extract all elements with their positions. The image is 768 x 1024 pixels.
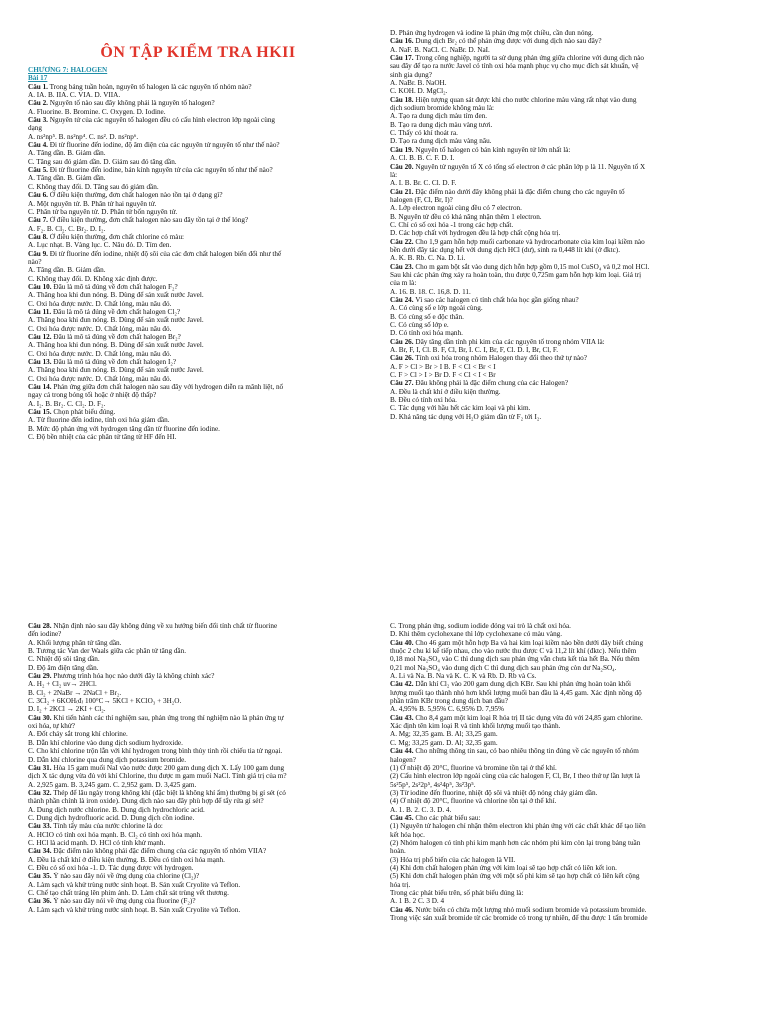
text-line: lượng muối tạo thành nhỏ hơn khối lượng muối ban đầu là 4,45 gam. Xác định nồng độ bbox=[390, 688, 642, 697]
text-line: A. Đều là chất khí ở điều kiện thường. bbox=[390, 387, 501, 396]
text-line: dạng bbox=[28, 124, 42, 133]
text-line: C. Tác dụng với hầu hết các kim loại và phi kim. bbox=[390, 404, 531, 413]
text-line: Câu 21. Đặc điểm nào dưới đây không phải là đặc điểm chung cho các nguyên tố bbox=[390, 187, 625, 196]
text-line: A. Từ fluorine đến iodine, tính oxi hóa giảm dần. bbox=[28, 416, 170, 425]
text-line: 0,21 mol Na₂SO₄ vào dung dịch C thì dung dịch sau phản ứng còn dư Na₂SO₄. bbox=[390, 663, 617, 672]
column-2-lines bbox=[390, 29, 742, 421]
text-line: (3) Hóa trị phổ biến của các halogen là VII. bbox=[390, 855, 516, 864]
text-line: Câu 42. Dẫn khí Cl₂ vào 200 gam dung dịch KBr. Sau khi phản ứng hoàn toàn khối bbox=[390, 680, 631, 689]
text-line: Câu 26. Dãy tăng dần tính phi kim của các nguyên tố trong nhóm VIIA là: bbox=[390, 337, 605, 346]
text-line: A. ns²np⁵. B. ns²np⁴. C. ns². D. ns²np⁶. bbox=[28, 132, 139, 141]
text-line: B. Nguyên tử đều có khả năng nhận thêm 1 electron. bbox=[390, 212, 542, 221]
text-line: (1) Ở nhiệt độ 20°C, fluorine và bromine tồn tại ở thể khí. bbox=[390, 763, 557, 772]
text-line: Câu 24. Vì sao các halogen có tính chất hóa học gần giống nhau? bbox=[390, 296, 579, 304]
text-line: A. H₂ + Cl₂ uv→ 2HCl. bbox=[28, 680, 97, 689]
text-line: hoàn. bbox=[390, 847, 406, 856]
text-line: B. Tạo ra dung dịch màu vàng tươi. bbox=[390, 120, 493, 129]
text-line: dịch X tác dụng vừa đủ với khí Chlorine, thu được m gam muối NaCl. Tính giá trị của m? bbox=[28, 772, 287, 781]
text-line: Câu 31. Hòa 15 gam muối NaI vào nước được 200 gam dung dịch X. Lấy 100 gam dung bbox=[28, 763, 285, 772]
text-line: C. Oxi hóa được nước. D. Chất lỏng, màu nâu đỏ. bbox=[28, 349, 172, 358]
text-line: Câu 36. Ý nào sau đây nói về ứng dụng của fluorine (F₂)? bbox=[28, 897, 196, 906]
text-line: C. Dung dịch hydrofluoric acid. D. Dung dịch cồn iodine. bbox=[28, 813, 195, 822]
text-line: Câu 18. Hiện tượng quan sát được khi cho nước chlorine màu vàng rất nhạt vào dung bbox=[390, 95, 637, 104]
text-line: A. 4,95% B. 5,95% C. 6,95% D. 7,95% bbox=[390, 705, 504, 714]
text-line: C. Có cùng số lớp e. bbox=[390, 321, 449, 330]
text-line: C. HCl là acid mạnh. D. HCl có tính khử mạnh. bbox=[28, 838, 166, 847]
text-line: Câu 28. Nhận định nào sau đây không đúng về xu hướng biến đổi tính chất từ fluorine bbox=[28, 622, 278, 630]
column-3 bbox=[28, 622, 368, 914]
text-line: Trong việc sản xuất bromide từ các bromide có trong tự nhiên, để thu được 1 tấn bromide bbox=[390, 914, 648, 923]
text-line: C. Đều có số oxi hóa -1. D. Tác dụng được với hydrogen. bbox=[28, 863, 194, 872]
text-line: Câu 1. Trong bảng tuần hoàn, nguyên tố halogen là các nguyên tố nhóm nào? bbox=[28, 82, 252, 91]
text-line: C. Phân tử ba nguyên tử. D. Phân tử bốn nguyên tử. bbox=[28, 207, 178, 216]
text-line: oxi hóa, tự khử? bbox=[28, 722, 75, 731]
text-line: (5) Khi đơn chất halogen phản ứng với một số phi kim sẽ tạo hợp chất có liên kết cộng bbox=[390, 872, 640, 881]
text-line: A. F > Cl > Br > I B. F < Cl < Br < I bbox=[390, 362, 496, 371]
column-4 bbox=[390, 622, 742, 922]
text-line: A. Có cùng số e lớp ngoài cùng. bbox=[390, 304, 483, 313]
text-line: halogen? bbox=[390, 755, 416, 764]
text-line: A. I. B. Br. C. Cl. D. F. bbox=[390, 179, 457, 188]
text-line: Câu 22. Cho 1,9 gam hỗn hợp muối carbonate và hydrocarbonate của kim loại kiềm nào bbox=[390, 237, 645, 246]
text-line: Câu 19. Nguyên tố halogen có bán kính nguyên tử lớn nhất là: bbox=[390, 145, 571, 154]
text-line: Câu 29. Phương trình hóa học nào dưới đây là không chính xác? bbox=[28, 672, 215, 681]
text-line: (4) Khi đơn chất halogen phản ứng với kim loại sẽ tạo hợp chất có liên kết ion. bbox=[390, 863, 617, 872]
text-line: Câu 13. Đâu là mô tả đúng về đơn chất halogen I₂? bbox=[28, 358, 177, 367]
text-line: A. Cl. B. B. C. F. D. I. bbox=[390, 154, 455, 163]
column-2 bbox=[390, 29, 742, 421]
text-line: A. Li và Na. B. Na và K. C. K và Rb. D. Rb và Cs. bbox=[390, 672, 537, 681]
text-line: C. Oxi hóa được nước. D. Chất lỏng, màu nâu đỏ. bbox=[28, 324, 172, 333]
text-line: bền dưới đây tác dụng hết với dung dịch HCl (dư), sinh ra 0,448 lít khí (ở đktc). bbox=[390, 245, 620, 254]
text-line: C. Độ bền nhiệt của các phân tử tăng từ HF đến HI. bbox=[28, 433, 177, 442]
lesson-heading: Bài 17 bbox=[28, 74, 48, 83]
text-line: Câu 11. Đâu là mô tả đúng về đơn chất halogen Cl₂? bbox=[28, 307, 181, 316]
text-line: A. Đều là chất khí ở điều kiện thường. B. Đều có tính oxi hóa mạnh. bbox=[28, 855, 225, 864]
text-line: C. KOH. D. MgCl₂. bbox=[390, 87, 448, 96]
text-line: A. Lớp electron ngoài cùng đều có 7 electron. bbox=[390, 204, 522, 213]
text-line: D. I₂ + 2KCl → 2KI + Cl₂. bbox=[28, 705, 106, 714]
column-3-lines bbox=[28, 622, 368, 914]
text-line: dịch sodium bromide không màu là: bbox=[390, 104, 495, 113]
text-line: sau đây để tạo ra nước Javel có tính oxi hóa mạnh phục vụ cho mục đích sát khuẩn, vệ bbox=[390, 62, 639, 71]
text-line: Câu 14. Phản ứng giữa đơn chất halogen nào sau đây với hydrogen diễn ra mãnh liệt, nổ bbox=[28, 383, 284, 392]
text-line: halogen (F, Cl, Br, I)? bbox=[390, 195, 453, 204]
text-line: B. Mức độ phản ứng với hydrogen tăng dần từ fluorine đến iodine. bbox=[28, 424, 220, 433]
text-line: A. 16. B. 18. C. 16,8. D. 11. bbox=[390, 287, 471, 296]
text-line: A. Tạo ra dung dịch màu tím đen. bbox=[390, 112, 488, 121]
text-line: A. Fluorine. B. Bromine. C. Oxygen. D. Iodine. bbox=[28, 107, 166, 116]
text-line: A. Thăng hoa khi đun nóng. B. Dùng để sản xuất nước Javel. bbox=[28, 291, 204, 300]
text-line: A. Làm sạch và khử trùng nước sinh hoạt. B. Sản xuất Cryolite và Teflon. bbox=[28, 905, 241, 914]
column-4-lines bbox=[390, 622, 742, 922]
text-line: Câu 16. Dung dịch Br₂ có thể phản ứng được với dung dịch nào sau đây? bbox=[390, 37, 602, 46]
text-line: C. Mg; 33,25 gam. D. Al; 32,35 gam. bbox=[390, 738, 498, 747]
text-line: Câu 5. Đi từ fluorine đến iodine, bán kính nguyên tử của các nguyên tố như thế nào? bbox=[28, 166, 273, 175]
text-line: Câu 6. Ở điều kiện thường, đơn chất halogen nào tồn tại ở dạng gì? bbox=[28, 191, 223, 200]
text-line: Câu 20. Nguyên tử nguyên tố X có tổng số electron ở các phân lớp p là 11. Nguyên tố X bbox=[390, 162, 646, 171]
text-line: B. Cl₂ + 2NaBr → 2NaCl + Br₂. bbox=[28, 688, 122, 697]
text-line: A. Đốt cháy sắt trong khí chlorine. bbox=[28, 730, 128, 739]
text-line: D. Khả năng tác dụng với H₂O giảm dần từ F₂ tới I₂. bbox=[390, 412, 542, 421]
text-line: (2) Nhóm halogen có tính phi kim mạnh hơn các nhóm phi kim còn lại trong bảng tuần bbox=[390, 838, 641, 847]
text-line: C. 3Cl₂ + 6KOH₍đ₎ 100°C→ 5KCl + KClO₃ + 3H₂O. bbox=[28, 697, 182, 706]
text-line: D. Tạo ra dung dịch màu vàng nâu. bbox=[390, 137, 492, 146]
text-line: A. Thăng hoa khi đun nóng. B. Dùng để sản xuất nước Javel. bbox=[28, 341, 204, 350]
text-line: A. K. B. Rb. C. Na. D. Li. bbox=[390, 254, 466, 263]
text-line: C. Thấy có khí thoát ra. bbox=[390, 129, 458, 138]
column-1 bbox=[28, 66, 368, 441]
text-line: D. Phản ứng hydrogen và iodine là phản ứng một chiều, cần đun nóng. bbox=[390, 29, 594, 37]
text-line: A. Thăng hoa khi đun nóng. B. Dùng để sản xuất nước Javel. bbox=[28, 366, 204, 375]
text-line: Câu 34. Đặc điểm nào không phải đặc điểm chung của các nguyên tố nhóm VIIA? bbox=[28, 847, 267, 856]
column-1-lines bbox=[28, 83, 368, 442]
text-line: A. NaF. B. NaCl. C. NaBr. D. NaI. bbox=[390, 45, 490, 54]
text-line: (2) Cấu hình electron lớp ngoài cùng của các halogen F, Cl, Br, I theo thứ tự lần lượt là bbox=[390, 772, 640, 781]
text-line: thành phần chính là iron oxide). Dung dịch nào sau đây phù hợp để tẩy rửa gỉ sét? bbox=[28, 797, 264, 806]
text-line: ngay cả trong bóng tối hoặc ở nhiệt độ thấp? bbox=[28, 391, 157, 400]
text-line: Câu 3. Nguyên tử của các nguyên tố halogen đều có cấu hình electron lớp ngoài cùng bbox=[28, 116, 276, 125]
text-line: A. I₂. B. Br₂. C. Cl₂. D. F₂. bbox=[28, 399, 106, 408]
text-line: Câu 43. Cho 8,4 gam một kim loại R hóa trị II tác dụng vừa đủ với 24,85 gam chlorine. bbox=[390, 713, 643, 722]
text-line: C. Trong phản ứng, sodium iodide đóng vai trò là chất oxi hóa. bbox=[390, 622, 571, 630]
text-line: Câu 17. Trong công nghiệp, người ta sử dụng phản ứng giữa chlorine với dung dịch nào bbox=[390, 54, 644, 63]
text-line: D. Dẫn khí chlorine qua dung dịch potassium bromide. bbox=[28, 755, 187, 764]
text-line: C. F > Cl > I > Br D. F < Cl < I < Br bbox=[390, 371, 496, 380]
text-line: hóa trị. bbox=[390, 880, 411, 889]
text-line: B. Tương tác Van der Waals giữa các phân tử tăng dần. bbox=[28, 647, 187, 656]
text-line: A. 2,925 gam. B. 3,245 gam. C. 2,952 gam. D. 3,425 gam. bbox=[28, 780, 197, 789]
text-line: Câu 23. Cho m gam bột sắt vào dung dịch hỗn hợp gồm 0,15 mol CuSO₄ và 0,2 mol HCl. bbox=[390, 262, 650, 271]
text-line: 5s²5p⁵, 2s²2p⁵, 4s²4p⁵, 3s²3p⁵. bbox=[390, 780, 476, 789]
text-line: C. Tăng sau đó giảm dần. D. Giảm sau đó tăng dần. bbox=[28, 157, 177, 166]
text-line: B. Đều có tính oxi hóa. bbox=[390, 396, 457, 405]
text-line: Câu 10. Đâu là mô tả đúng về đơn chất halogen F₂? bbox=[28, 282, 178, 291]
text-line: Câu 9. Đi từ fluorine đến iodine, nhiệt độ sôi của các đơn chất halogen biến đổi như thế bbox=[28, 249, 282, 258]
text-line: D. Khi thêm cyclohexane thì lớp cyclohexane có màu vàng. bbox=[390, 630, 563, 639]
text-line: D. Các hợp chất với hydrogen đều là hợp chất cộng hóa trị. bbox=[390, 229, 561, 238]
text-line: Câu 26. Tính oxi hóa trong nhóm Halogen thay đổi theo thứ tự nào? bbox=[390, 354, 587, 363]
text-line: Câu 12. Đâu là mô tả đúng về đơn chất halogen Br₂? bbox=[28, 333, 181, 341]
text-line: Trong các phát biểu trên, số phát biểu đúng là: bbox=[390, 889, 524, 897]
text-line: nào? bbox=[28, 257, 42, 266]
text-line: Câu 2. Nguyên tố nào sau đây không phải là nguyên tố halogen? bbox=[28, 99, 215, 108]
text-line: A. 1. B. 2. C. 3. D. 4. bbox=[390, 805, 452, 814]
text-line: A. IA. B. IIA. C. VIA. D. VIIA. bbox=[28, 91, 121, 100]
text-line: A. F₂. B. Cl₂. C. Br₂. D. I₂. bbox=[28, 224, 106, 233]
text-line: phần trăm KBr trong dung dịch ban đầu? bbox=[390, 697, 508, 706]
text-line: Câu 27. Đâu không phải là đặc điểm chung của các Halogen? bbox=[390, 379, 569, 388]
text-line: A. Khối lượng phân tử tăng dần. bbox=[28, 638, 122, 647]
text-line: B. Dẫn khí chlorine vào dung dịch sodium hydroxide. bbox=[28, 738, 183, 747]
text-line: là: bbox=[390, 170, 398, 179]
chapter-heading: CHƯƠNG 7: HALOGEN bbox=[28, 66, 108, 74]
text-line: Sau khi các phản ứng xảy ra hoàn toàn, thu được 0,725m gam hỗn hợp kim loại. Giá trị bbox=[390, 270, 642, 279]
text-line: Câu 8. Ở điều kiện thường, đơn chất chlorine có màu: bbox=[28, 232, 185, 241]
text-line: C. Nhiệt độ sôi tăng dần. bbox=[28, 655, 100, 664]
text-line: Câu 45. Cho các phát biểu sau: bbox=[390, 813, 481, 822]
text-line: Câu 44. Cho những thông tin sau, có bao nhiêu thông tin đúng về các nguyên tố nhóm bbox=[390, 747, 639, 756]
text-line: Câu 30. Khi tiến hành các thí nghiệm sau, phản ứng trong thí nghiệm nào là phản ứng tự bbox=[28, 713, 284, 722]
text-line: thuộc 2 chu kì kế tiếp nhau, cho vào nước thu được C và 11,2 lít khí (đktc). Nếu thêm bbox=[390, 647, 637, 656]
text-line: Câu 15. Chọn phát biểu đúng. bbox=[28, 408, 116, 417]
text-line: A. NaBr. B. NaOH. bbox=[390, 79, 447, 88]
page-title: ÔN TẬP KIỂM TRA HKII bbox=[100, 44, 296, 61]
text-line: A. Mg; 32,35 gam. B. Al; 33,25 gam. bbox=[390, 730, 498, 739]
text-line: C. Oxi hóa được nước. D. Chất lỏng, màu nâu đỏ. bbox=[28, 374, 172, 383]
text-line: C. Không thay đổi. D. Không xác định được. bbox=[28, 274, 158, 283]
text-line: A. Br, F, I, Cl. B. F, Cl, Br, I. C. I, Br, F, Cl. D. I, Br, Cl, F. bbox=[390, 346, 559, 355]
text-line: C. Không thay đổi. D. Tăng sau đó giảm dần. bbox=[28, 182, 159, 191]
text-line: Câu 4. Đi từ fluorine đến iodine, độ âm điện của các nguyên tử nguyên tố như thế nào? bbox=[28, 141, 280, 150]
text-line: A. Làm sạch và khử trùng nước sinh hoạt. B. Sản xuất Cryolite và Teflon. bbox=[28, 880, 241, 889]
text-line: A. Một nguyên tử. B. Phân tử hai nguyên tử. bbox=[28, 199, 157, 208]
text-line: B. Có cùng số e độc thân. bbox=[390, 312, 464, 321]
text-line: Xác định tên kim loại R và tính khối lượng muối tạo thành. bbox=[390, 722, 561, 731]
text-line: (3) Từ iodine đến fluorine, nhiệt độ sôi và nhiệt độ nóng chảy giảm dần. bbox=[390, 788, 598, 797]
text-line: C. Chỉ có số oxi hóa -1 trong các hợp chất. bbox=[390, 220, 514, 229]
text-line: (1) Nguyên tử halogen chỉ nhận thêm electron khi phản ứng với các chất khác để tạo liên bbox=[390, 822, 646, 831]
text-line: Câu 46. Nước biển có chứa một lượng nhỏ muối sodium bromide và potassium bromide. bbox=[390, 905, 647, 914]
text-line: C. Cho khí chlorine trộn lẫn với khí hydrogen trong bình thủy tinh rồi chiếu tia tử ngoại. bbox=[28, 747, 283, 756]
text-line: A. HClO có tính oxi hóa mạnh. B. Cl₂ có tính oxi hóa mạnh. bbox=[28, 830, 202, 839]
text-line: Câu 33. Tính tẩy màu của nước chlorine là do: bbox=[28, 822, 163, 831]
text-line: A. Lục nhạt. B. Vàng lục. C. Nâu đỏ. D. Tím đen. bbox=[28, 241, 172, 250]
text-line: Câu 40. Cho 46 gam một hỗn hợp Ba và hai kim loại kiềm nào bền dưới đây biết chúng bbox=[390, 638, 644, 647]
text-line: A. Tăng dần. B. Giảm dần. bbox=[28, 266, 106, 275]
text-line: A. Thăng hoa khi đun nóng. B. Dùng để sản xuất nước Javel. bbox=[28, 316, 204, 325]
text-line: Câu 7. Ở điều kiện thường, đơn chất halogen nào sau đây tồn tại ở thể lỏng? bbox=[28, 216, 249, 225]
text-line: của m là: bbox=[390, 279, 417, 288]
text-line: (4) Ở nhiệt độ 20°C, fluorine và chlorine tồn tại ở thể khí. bbox=[390, 797, 557, 806]
text-line: A. 1 B. 2 C. 3 D. 4 bbox=[390, 897, 445, 906]
text-line: D. Độ âm điện tăng dần. bbox=[28, 663, 99, 672]
text-line: đến iodine? bbox=[28, 630, 62, 639]
text-line: A. Dung dịch nước chlorine. B. Dung dịch hydrochloric acid. bbox=[28, 805, 205, 814]
text-line: 0,18 mol Na₂SO₄ vào C thì dung dịch sau phản ứng vẫn chưa kết tủa hết Ba. Nếu thêm bbox=[390, 655, 640, 664]
text-line: A. Tăng dần. B. Giảm dần. bbox=[28, 174, 106, 183]
text-line: kết hóa học. bbox=[390, 830, 425, 839]
text-line: Câu 32. Thép để lâu ngày trong không khí (đặc biệt là không khí ẩm) thường bị gỉ sét (có bbox=[28, 788, 286, 797]
text-line: C. Chế tạo chất tráng lên phim ảnh. D. Làm chất sát trùng vết thương. bbox=[28, 889, 229, 897]
text-line: A. Tăng dần. B. Giảm dần. bbox=[28, 149, 106, 158]
text-line: C. Oxi hóa được nước. D. Chất lỏng, màu nâu đỏ. bbox=[28, 299, 172, 308]
text-line: sinh gia dụng? bbox=[390, 70, 432, 79]
text-line: D. Có tính oxi hóa mạnh. bbox=[390, 329, 463, 338]
text-line: Câu 35. Ý nào sau đây nói về ứng dụng của chlorine (Cl₂)? bbox=[28, 872, 200, 881]
